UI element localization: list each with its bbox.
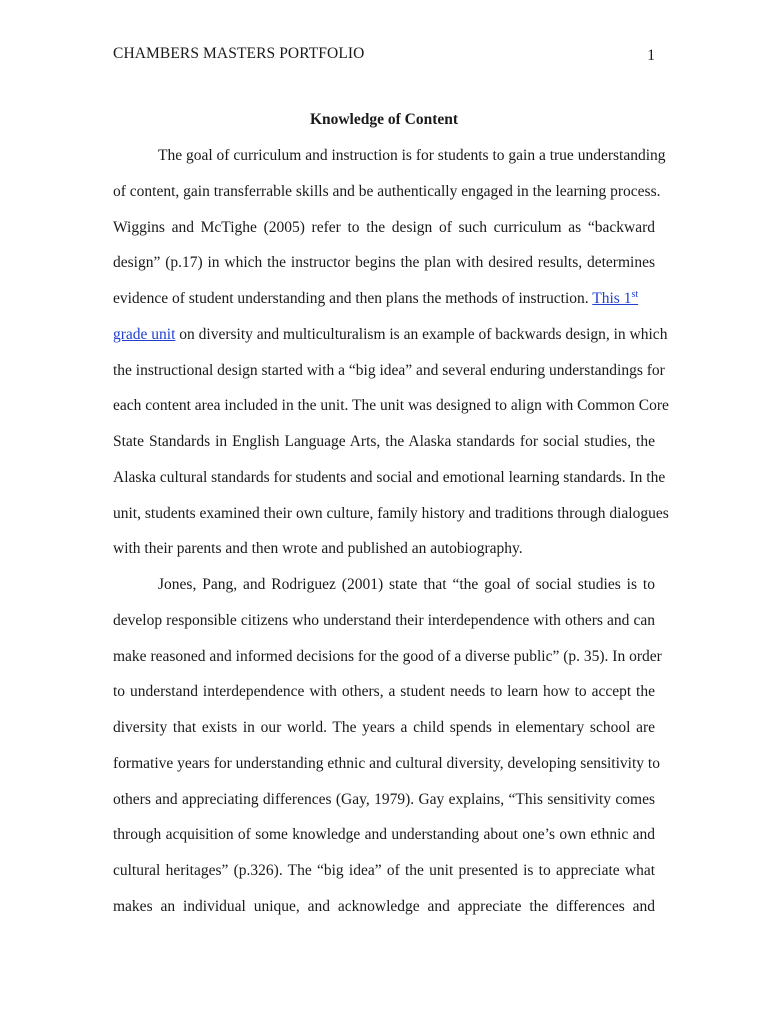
- paragraph-line-with-link: [113, 281, 655, 317]
- paragraph-line: diversity that exists in our world. The years a child spends in elementary school are: [113, 719, 655, 736]
- paragraph-line: to understand interdependence with others, a student needs to learn how to accept the: [113, 683, 655, 701]
- paragraph-line: develop responsible citizens who understand their interdependence with others and can: [113, 611, 655, 629]
- unit-link[interactable]: [592, 290, 638, 307]
- paragraph-line: with their parents and then wrote and published an autobiography.: [113, 540, 523, 558]
- page-number: 1: [647, 47, 655, 64]
- unit-link-continued[interactable]: grade unit: [113, 325, 176, 343]
- paragraph-text: on diversity and multiculturalism is an example of backwards design, in which: [175, 325, 668, 343]
- paragraph-line: each content area included in the unit. The unit was designed to align with Common Core: [113, 397, 669, 415]
- paragraph-line: The goal of curriculum and instruction is for students to gain a true understanding: [158, 147, 666, 164]
- body-text: [113, 138, 669, 925]
- paragraph-line: make reasoned and informed decisions for the good of a diverse public” (p. 35). In order: [113, 647, 662, 665]
- paragraph-line: the instructional design started with a “big idea” and several enduring understandings for: [113, 361, 665, 379]
- paragraph-line-with-link: [113, 317, 668, 353]
- paragraph-line: unit, students examined their own culture, family history and traditions through dialogues: [113, 504, 669, 522]
- running-head: CHAMBERS MASTERS PORTFOLIO: [113, 45, 365, 62]
- paragraph-line: State Standards in English Language Arts, the Alaska standards for social studies, the: [113, 433, 655, 450]
- unit-link-superscript: st: [631, 289, 639, 300]
- paragraph-line: others and appreciating differences (Gay, 1979). Gay explains, “This sensitivity comes: [113, 790, 655, 808]
- paragraph-line: Alaska cultural standards for students and social and emotional learning standards. In the: [113, 468, 666, 486]
- paragraph-line: design” (p.17) in which the instructor begins the plan with desired results, determines: [113, 254, 655, 272]
- paragraph-line: of content, gain transferrable skills and be authentically engaged in the learning process.: [113, 182, 661, 200]
- document-title: Knowledge of Content: [309, 111, 459, 128]
- unit-link-text: This 1: [592, 290, 632, 307]
- paragraph-line: Jones, Pang, and Rodriguez (2001) state that “the goal of social studies is to: [158, 576, 655, 593]
- paragraph-line: through acquisition of some knowledge and understanding about one’s own ethnic and: [113, 826, 655, 844]
- paragraph-line: cultural heritages” (p.326). The “big idea” of the unit presented is to appreciate what: [113, 862, 655, 879]
- paragraph-line: makes an individual unique, and acknowledge and appreciate the differences and: [113, 897, 655, 915]
- paragraph-line: Wiggins and McTighe (2005) refer to the design of such curriculum as “backward: [113, 218, 655, 236]
- paragraph-text: evidence of student understanding and then plans the methods of instruction.: [113, 290, 593, 307]
- paragraph-line: formative years for understanding ethnic and cultural diversity, developing sensitivity to: [113, 754, 660, 772]
